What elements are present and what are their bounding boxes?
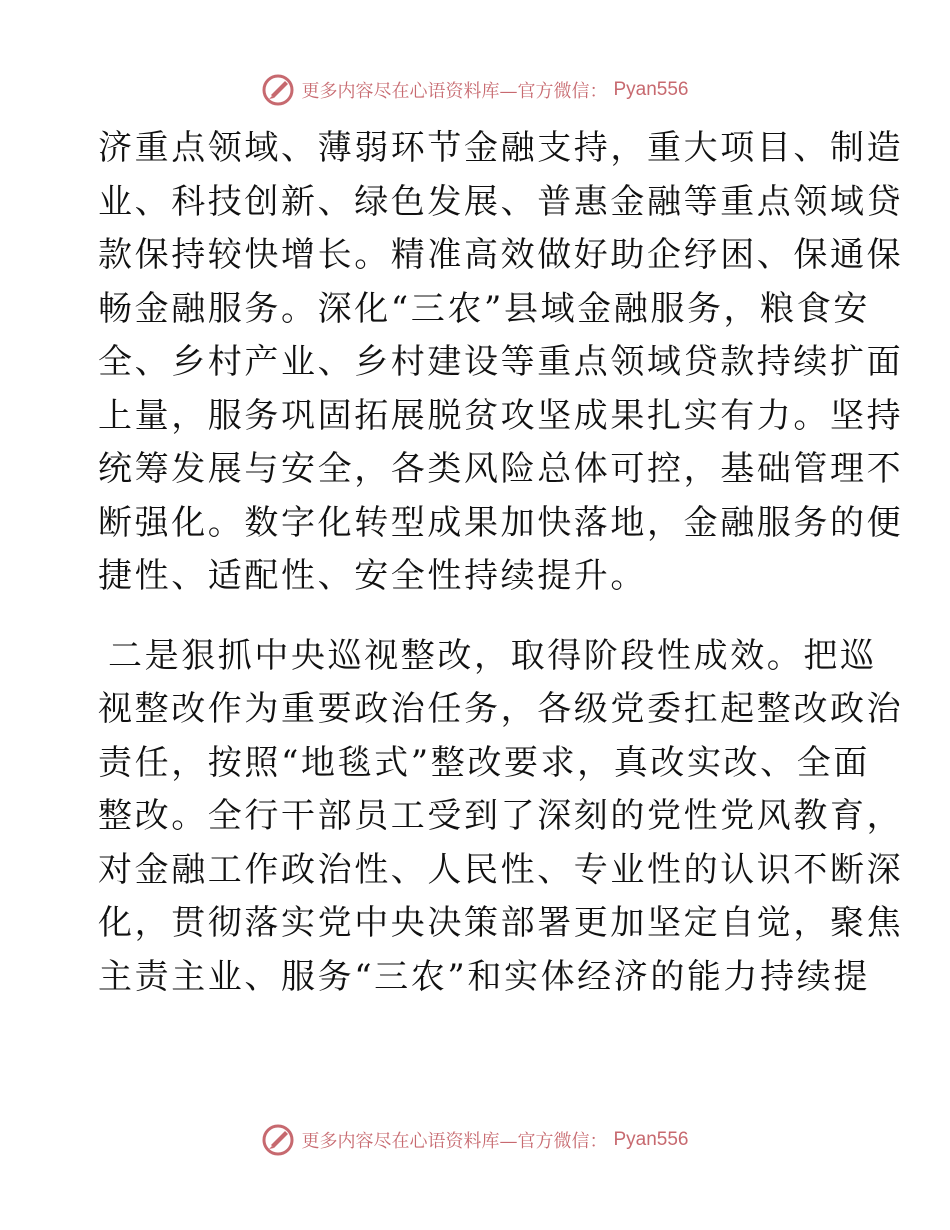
text-line: 责任，按照“地毯式”整改要求，真改实改、全面 bbox=[98, 742, 870, 783]
text-line: 整改。全行干部员工受到了深刻的党性党风教育， bbox=[98, 796, 904, 836]
text-line: 上量，服务巩固拓展脱贫攻坚成果扎实有力。坚持 bbox=[98, 395, 904, 436]
text-line: 断强化。数字化转型成果加快落地，金融服务的便 bbox=[98, 502, 904, 543]
text-line: 业、科技创新、绿色发展、普惠金融等重点领域贷 bbox=[98, 181, 904, 222]
text-line: 主责主业、服务“三农”和实体经济的能力持续提 bbox=[98, 956, 870, 997]
text-line: 对金融工作政治性、人民性、专业性的认识不断深 bbox=[98, 849, 904, 890]
footer-watermark bbox=[0, 1120, 950, 1160]
text-line: 化，贯彻落实党中央决策部署更加坚定自觉，聚焦 bbox=[98, 903, 904, 943]
watermark-wechat-id: Pyan556 bbox=[613, 79, 689, 100]
watermark-wechat-id: Pyan556 bbox=[613, 1129, 689, 1150]
text-line: 统筹发展与安全，各类风险总体可控，基础管理不 bbox=[98, 449, 904, 489]
text-line: 视整改作为重要政治任务，各级党委扛起整改政治 bbox=[98, 689, 904, 729]
text-line: 全、乡村产业、乡村建设等重点领域贷款持续扩面 bbox=[98, 342, 904, 382]
paragraph-1 bbox=[98, 122, 904, 604]
watermark-text: 更多内容尽在心语资料库—官方微信： bbox=[301, 81, 608, 102]
text-line: 款保持较快增长。精准高效做好助企纾困、保通保 bbox=[98, 235, 904, 275]
watermark-text: 更多内容尽在心语资料库—官方微信： bbox=[301, 1131, 608, 1152]
text-line: 捷性、适配性、安全性持续提升。 bbox=[98, 556, 647, 596]
header-watermark bbox=[0, 70, 950, 110]
watermark-logo-icon bbox=[261, 1123, 295, 1157]
watermark-logo-icon bbox=[261, 73, 295, 107]
document-body bbox=[98, 122, 904, 1004]
paragraph-2 bbox=[98, 630, 904, 1005]
text-line: 济重点领域、薄弱环节金融支持，重大项目、制造 bbox=[98, 128, 904, 168]
text-line: 二是狠抓中央巡视整改，取得阶段性成效。把巡 bbox=[108, 635, 877, 676]
text-line: 畅金融服务。深化“三农”县域金融服务，粮食安 bbox=[98, 288, 870, 329]
